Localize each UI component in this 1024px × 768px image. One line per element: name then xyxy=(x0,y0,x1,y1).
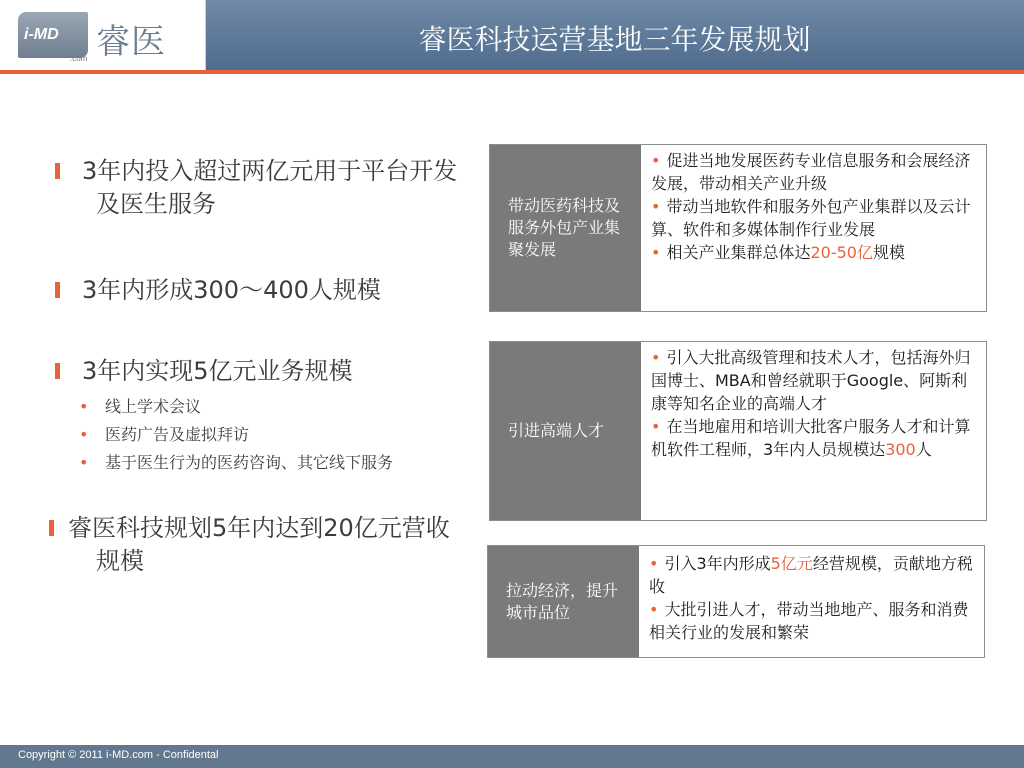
bullet-marker-icon xyxy=(55,282,60,298)
bullet-marker-icon xyxy=(49,520,54,536)
bullet-dot-icon: • xyxy=(651,243,661,262)
card-item: • 在当地雇用和培训大批客户服务人才和计算机软件工程师，3年内人员规模达300人 xyxy=(651,417,971,459)
sub-bullet-item: • 医药广告及虚拟拜访 xyxy=(79,421,393,449)
card-item: • 引入大批高级管理和技术人才，包括海外归国博士、MBA和曾经就职于Google、阿斯利康等知名企业的高端人才 xyxy=(651,348,971,413)
bullet-text: 睿医科技规划5年内达到20亿元营收规模 xyxy=(68,514,450,575)
bullet-text: 3年内实现5亿元业务规模 xyxy=(82,357,353,385)
bullet-dot-icon: • xyxy=(649,554,659,573)
bullet-dot-icon: • xyxy=(651,151,661,170)
bullet-marker-icon xyxy=(55,163,60,179)
card-label: 拉动经济，提升城市品位 xyxy=(488,546,639,657)
card-label: 带动医药科技及服务外包产业集聚发展 xyxy=(490,145,641,311)
header-divider xyxy=(0,70,1024,74)
card-body xyxy=(641,145,986,268)
highlight-value: 20-50亿 xyxy=(810,243,873,262)
bullet-item xyxy=(45,512,460,578)
logo-mark-text: i-MD xyxy=(24,26,59,43)
bullet-text: 3年内形成300～400人规模 xyxy=(82,276,381,304)
card-item: • 大批引进人才，带动当地地产、服务和消费相关行业的发展和繁荣 xyxy=(649,600,969,642)
card-item: • 促进当地发展医药专业信息服务和会展经济发展，带动相关产业升级 xyxy=(651,151,971,193)
card-body xyxy=(641,342,986,465)
card-label: 引进高端人才 xyxy=(490,342,641,520)
sub-bullet-item: • 线上学术会议 xyxy=(79,393,393,421)
page-title: 睿医科技运营基地三年发展规划 xyxy=(418,23,811,56)
highlight-value: 300 xyxy=(885,440,916,459)
logo-mark-icon xyxy=(18,12,88,63)
sub-bullet-list xyxy=(79,393,393,477)
card-item: • 引入3年内形成5亿元经营规模，贡献地方税收 xyxy=(649,554,973,596)
logo-mark-suffix: .com xyxy=(70,54,88,63)
footer-bar xyxy=(0,745,1024,768)
benefit-card xyxy=(489,341,987,521)
sub-bullet-item: • 基于医生行为的医药咨询、其它线下服务 xyxy=(79,449,393,477)
card-item: • 相关产业集群总体达20-50亿规模 xyxy=(651,243,905,262)
logo xyxy=(0,0,206,70)
bullet-dot-icon: • xyxy=(649,600,659,619)
card-item: • 带动当地软件和服务外包产业集群以及云计算、软件和多媒体制作行业发展 xyxy=(651,197,971,239)
bullet-item xyxy=(55,274,475,307)
copyright-text: Copyright © 2011 i-MD.com - Confidental xyxy=(18,749,219,761)
bullet-marker-icon xyxy=(55,363,60,379)
bullet-text: 3年内投入超过两亿元用于平台开发及医生服务 xyxy=(82,157,458,218)
bullet-item xyxy=(55,355,475,388)
logo-brand-text: 睿医 xyxy=(96,22,166,62)
header-bar xyxy=(0,0,1024,70)
bullet-dot-icon: • xyxy=(651,417,661,436)
bullet-item xyxy=(55,155,470,221)
bullet-dot-icon: • xyxy=(651,348,661,367)
benefit-card xyxy=(489,144,987,312)
highlight-value: 5亿元 xyxy=(770,554,813,573)
bullet-dot-icon: • xyxy=(651,197,661,216)
benefit-card xyxy=(487,545,985,658)
card-body xyxy=(639,546,984,648)
